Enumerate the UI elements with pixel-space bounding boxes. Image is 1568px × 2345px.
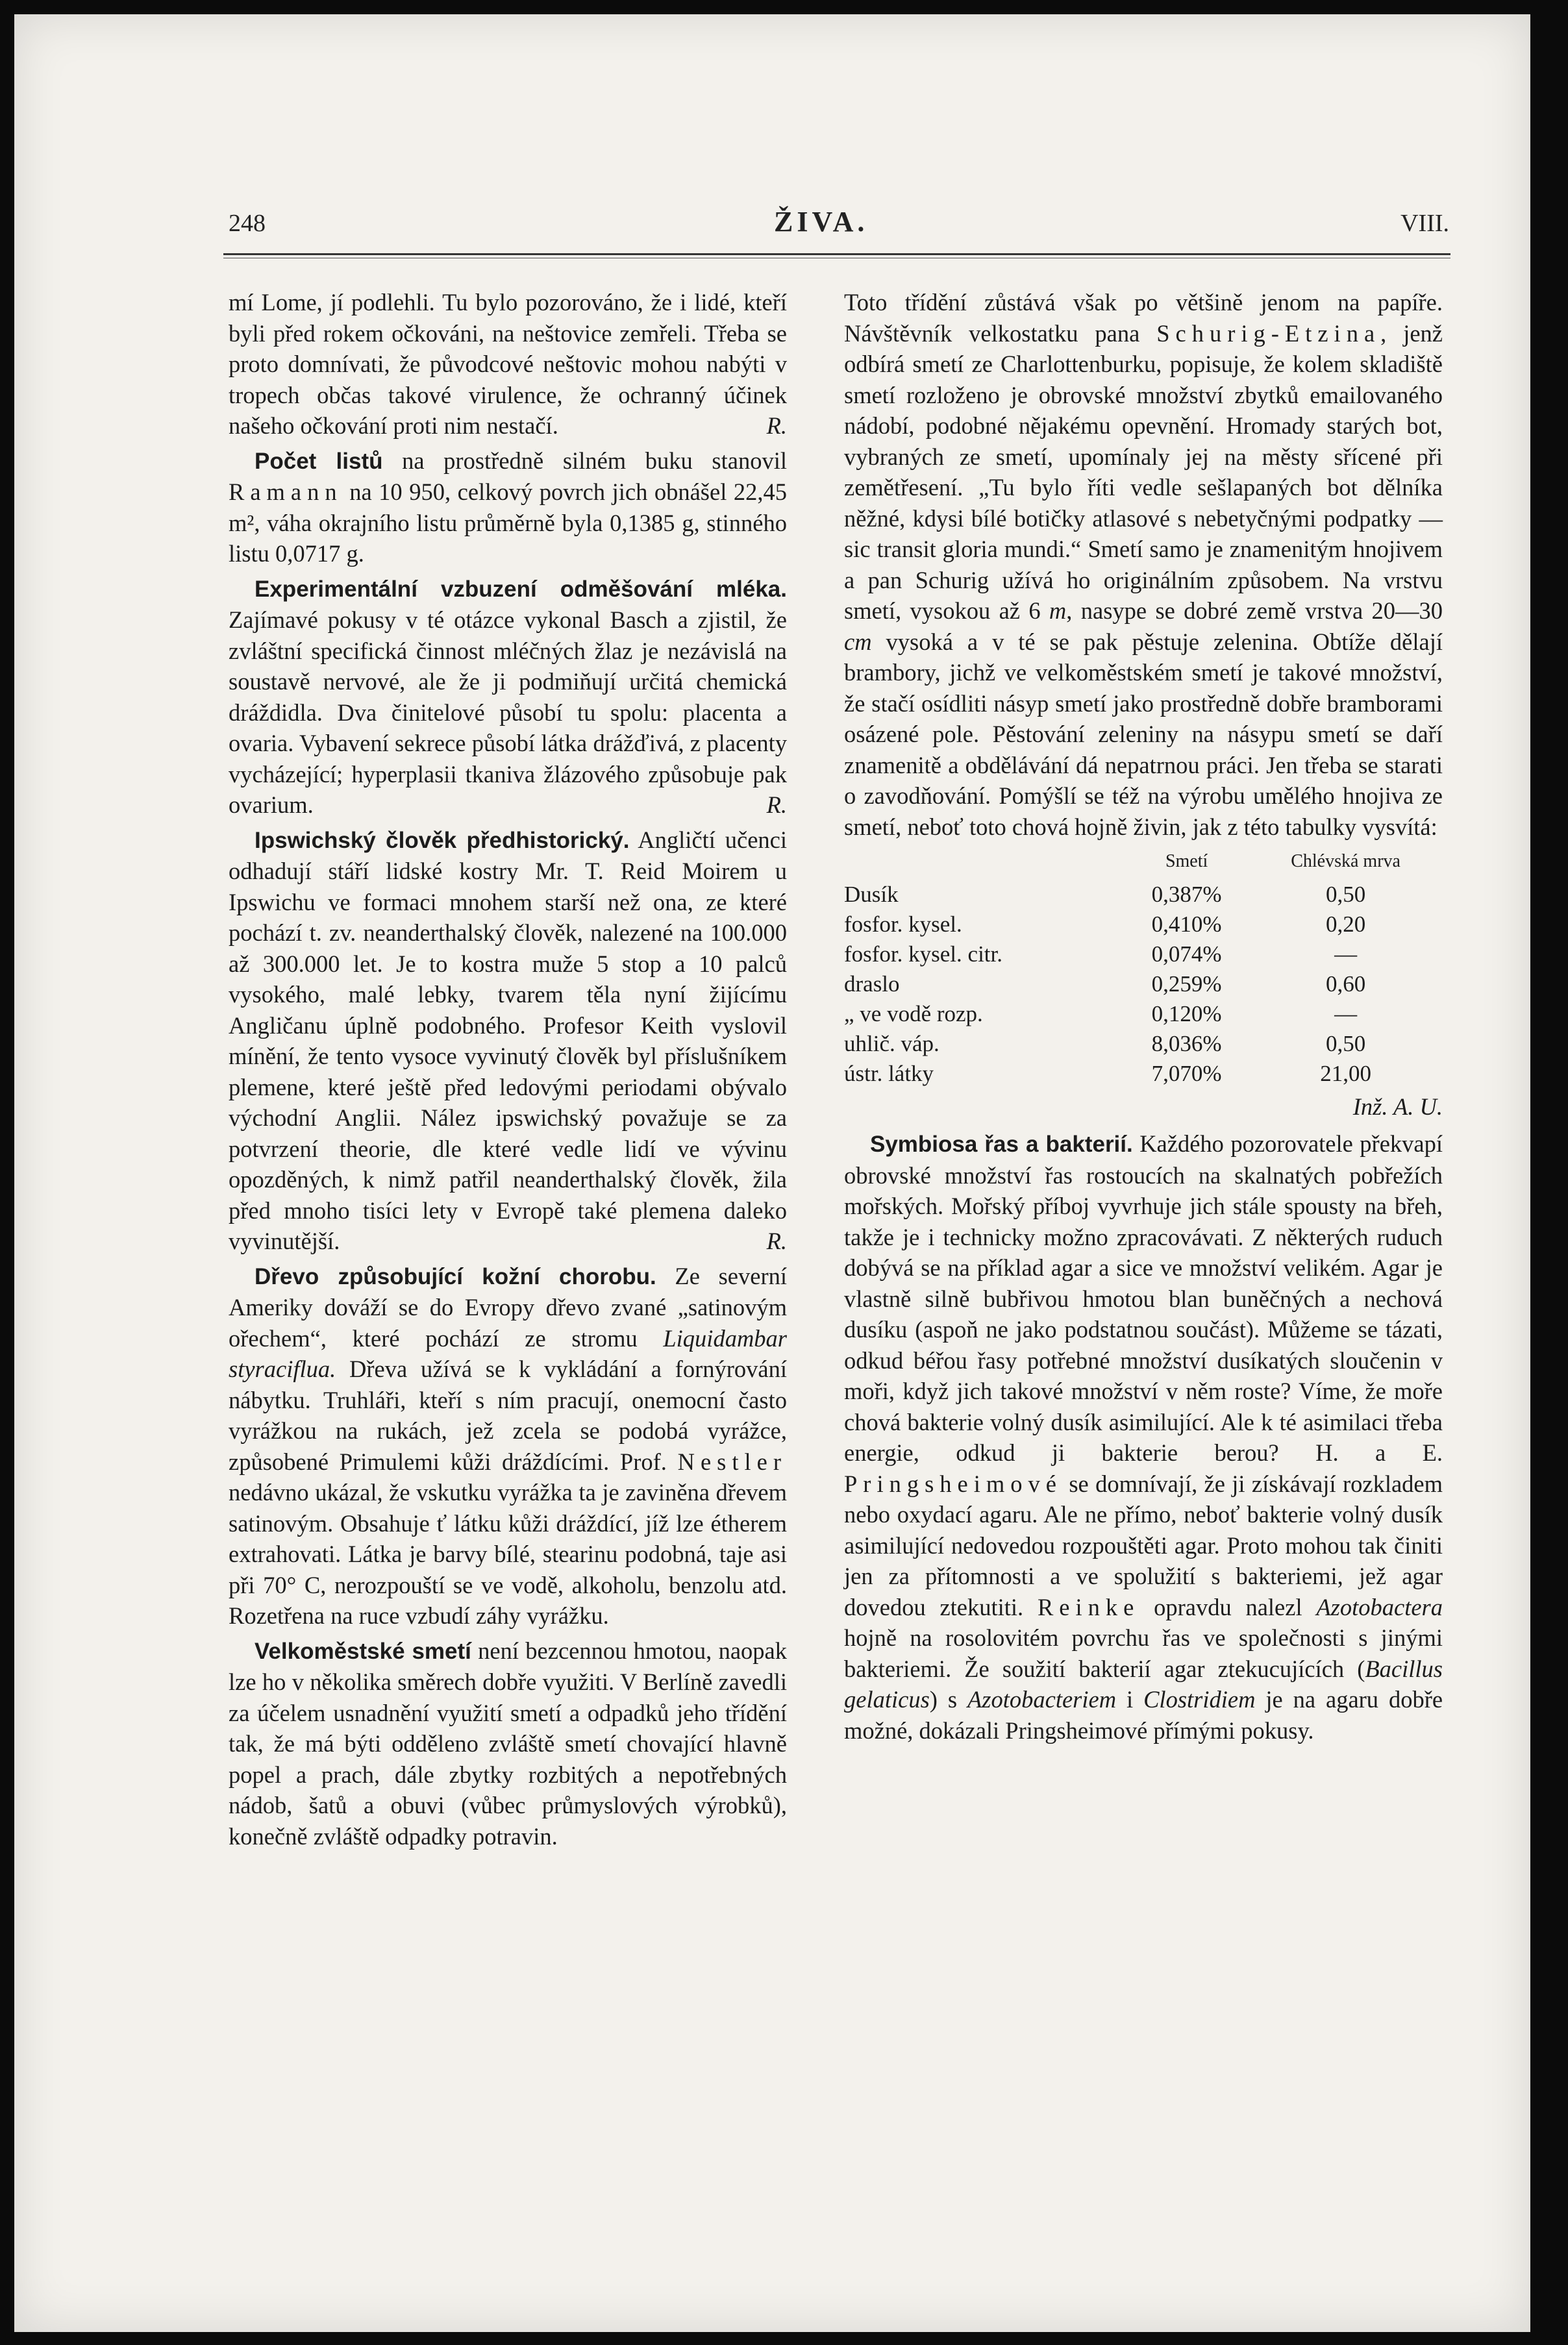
table-row: Dusík 0,387% 0,50 [844, 881, 1366, 907]
volume-number: VIII. [1400, 210, 1449, 237]
unit: m [1049, 597, 1067, 624]
article-ipswich-man: Ipswichský člověk předhistorický. Angličtí učenci odhadují stáří lidské kostry Mr. T. Reid Moirem u Ipswichu ve formaci mnohem starší než ona, ze které pochází t. zv. neanderthalský člověk, nalezené na 100.000 až 300.000 let. Je to kostra muže 5 stop a 10 palců vysokého, malé lebky, tvarem těla nyní žijícímu Angličanu úplně podobného. Profesor Keith vyslovil mínění, že tento vysoce vyvinutý člověk byl příslušníkem plemene, které ještě před ledovými periodami obývalo východní Anglii. Nález ipswichský považuje se za potvrzení theorie, dle které vedle lidí ve vývinu opozděných, k nimž patřil neanderthalský člověk, žila před mnoho tisíci lety v Evropě také plemena daleko vyvinutější. R. [229, 825, 787, 1257]
journal-title: ŽIVA. [774, 206, 869, 238]
article-leaf-count: Počet listů na prostředně silném buku stanovil Ramann na 10 950, celkový povrch jich obnášel 22,45 m², váha okrajního listu průměrně byla 0,1385 g, stinného listu 0,0717 g. [229, 447, 788, 567]
article-milk-secretion: Experimentální vzbuzení odměšování mléka. Zajímavé pokusy v té otázce vykonal Basch a zjistil, že zvláštní specifická činnost mléčných žlaz je nezávislá na soustavě nervové, ale že ji podmiňují určitá chemická dráždidla. Dva činitelové působí tu spolu: placenta a ovaria. Vybavení sekrece působí látka drážďivá, z placenty vycházející; hyperplasii tkaniva žlázového způsobuje pak ovarium. R. [229, 573, 787, 821]
column-header: Chlévská mrva [1291, 851, 1400, 871]
person-name: Ramann [229, 478, 343, 505]
column-header: Smetí [1165, 851, 1208, 871]
unit: cm [844, 628, 872, 655]
article-heading: Experimentální vzbuzení odměšování mléka. [255, 576, 787, 602]
author-initial: R. [766, 791, 787, 818]
latin-name: Liquidambar styraciflua. [229, 1324, 788, 1382]
table-row: draslo 0,259% 0,60 [844, 971, 1366, 997]
table-row: „ ve vodě rozp. 0,120% — [844, 1000, 1358, 1026]
table-row: fosfor. kysel. 0,410% 0,20 [844, 911, 1366, 937]
table-header-row [844, 846, 1443, 880]
author-initial: R. [766, 412, 787, 439]
article-city-waste: Velkoměstské smetí není bezcennou hmotou, naopak lze ho v několika směrech dobře využiti. V Berlíně zavedli za účelem usnadnění využití smetí a odpadků jeho třídění tak, že má býti odděleno zvláště smetí chovající hlavně popel a prach, dále zbytky rozbitých a nepotřebných nádob, šatů a obuvi (vůbec průmyslových výrobků), konečně zvláště odpadky potravin. [229, 1637, 787, 1850]
article-heading: Ipswichský člověk předhistorický. [255, 827, 630, 853]
latin-name: Azotobactera [1316, 1593, 1443, 1620]
author-signature: Inž. A. U. [1352, 1093, 1443, 1120]
latin-name: Clostridiem [1143, 1686, 1256, 1713]
right-column [844, 287, 1443, 1750]
page [14, 14, 1530, 2332]
header-rule [223, 253, 1450, 255]
person-name: Nestler [677, 1448, 788, 1475]
nutrient-table [844, 846, 1443, 1089]
article-heading: Dřevo způsobující kožní chorobu. [255, 1263, 656, 1289]
running-header [229, 206, 1449, 248]
latin-name: Azotobacteriem [967, 1686, 1117, 1713]
author-initial: R. [766, 1228, 787, 1254]
article-continuation: mí Lome, jí podlehli. Tu bylo pozorováno, že i lidé, kteří byli před rokem očkováni, na neštovice zemřeli. Třeba se proto domnívati, že původcové neštovic mohou nabýti v tropech občas takové virulence, že ochranný účinek našeho očkování proti nim nestačí. R. [229, 287, 787, 441]
left-column [229, 287, 787, 1855]
article-heading: Velkoměstské smetí [255, 1638, 471, 1664]
article-symbiosis: Symbiosa řas a bakterií. Každého pozorovatele překvapí obrovské množství řas rostoucích na skalnatých pobřežích mořských. Mořský příboj vyvrhuje jich stále spousty na břeh, takže je i technicky možno zpracovávati. Z některých ruduch dobývá se na příklad agar a sice ve množství velikém. Agar je vlastně silně bubřivou hmotou blan buněčných a nechová dusíku (aspoň ne jako podstatnou součást). Můžeme se tázati, odkud béřou řasy potřebné množství dusíkatých sloučenin v moři, když jich takové množství v něm roste? Víme, že moře chová bakterie volný dusík asimilující. Ale k té asimilaci třeba energie, odkud ji bakterie berou? H. a E. Pringsheimové se domnívají, že ji získávají rozkladem nebo oxydací agaru. Ale ne přímo, neboť bakterie volný dusík asimilující nedovedou rozpouštěti agar. Proto mohou tak činiti jen za přítomnosti a ve spolužití s bakteriemi, jež agar dovedou ztekutiti. Reinke opravdu nalezl Azotobactera hojně na rosolovitém povrchu řas ve společnosti s jinými bakteriemi. Že soužití bakterií agar ztekucujících (Bacillus gelaticus) s Azotobacteriem i Clostridiem je na agaru dobře možné, dokázali Pringsheimové přímými pokusy. [844, 1130, 1443, 1744]
table-row: fosfor. kysel. citr. 0,074% — [844, 941, 1358, 967]
person-name: Schurig-Etzina [1156, 319, 1381, 347]
person-name: Reinke [1037, 1593, 1140, 1620]
table-row: uhlič. váp. 8,036% 0,50 [844, 1030, 1366, 1056]
page-number: 248 [229, 210, 266, 237]
table-row: ústr. látky 7,070% 21,00 [844, 1060, 1371, 1086]
article-heading: Počet listů [255, 448, 383, 474]
article-heading: Symbiosa řas a bakterií. [870, 1132, 1133, 1157]
latin-name: Bacillus gelaticus [844, 1655, 1443, 1713]
article-wood-skin-disease: Dřevo způsobující kožní chorobu. Ze severní Ameriky dováží se do Evropy dřevo zvané „satinovým ořechem“, které pochází ze stromu Liquidambar styraciflua. Dřeva užívá se k vykládání a fornýrování nábytku. Truhláři, kteří s ním pracují, onemocní často vyrážkou na rukách, jež zcela se podobá vyrážce, způsobené Primulemi kůži dráždícími. Prof. Nestler nedávno ukázal, že vskutku vyrážka ta je zaviněna dřevem satinovým. Obsahuje ť látku kůži dráždící, jíž lze étherem extrahovati. Látka je barvy bílé, stearinu podobná, taje asi při 70° C, nerozpouští se ve vodě, alkoholu, benzolu atd. Rozetřena na ruce vzbudí záhy vyrážku. [229, 1262, 788, 1629]
article-city-waste-continued: Toto třídění zůstává však po většině jenom na papíře. Návštěvník velkostatku pana Schurig-Etzina, jenž odbírá smetí ze Charlottenburku, popisuje, že kolem skladiště smetí rozloženo je obrovské množství zbytků emailovaného nádobí, podobné nějakému opevnění. Hromady starých bot, vybraných ze smetí, upomínaly jej na městy sřícené při zemětřesení. „Tu bylo říti vedle sešlapaných bot dělníka něžné, kdysi bílé botičky atlasové s nebetyčnými podpatky — sic transit gloria mundi.“ Smetí samo je znamenitým hnojivem a pan Schurig užívá ho originálním způsobem. Na vrstvu smetí, vysokou až 6 m, nasype se dobré země vrstva 20—30 cm vysoká a v té se pak pěstuje zelenina. Obtíže dělají brambory, jichž ve velkoměstském smetí je takové množství, že stačí osídliti násyp smetí jako prostředně dobře bramborami osázené pole. Pěstování zeleniny na násypu smetí se daří znamenitě a obdělávání dá nepatrnou práci. Jen třeba se starati o zavodňování. Pomýšlí se též na výrobu umělého hnojiva ze smetí, neboť toto chová hojně živin, jak z této tabulky vysvítá: [844, 289, 1443, 840]
person-name: Pringsheimové [844, 1470, 1062, 1497]
